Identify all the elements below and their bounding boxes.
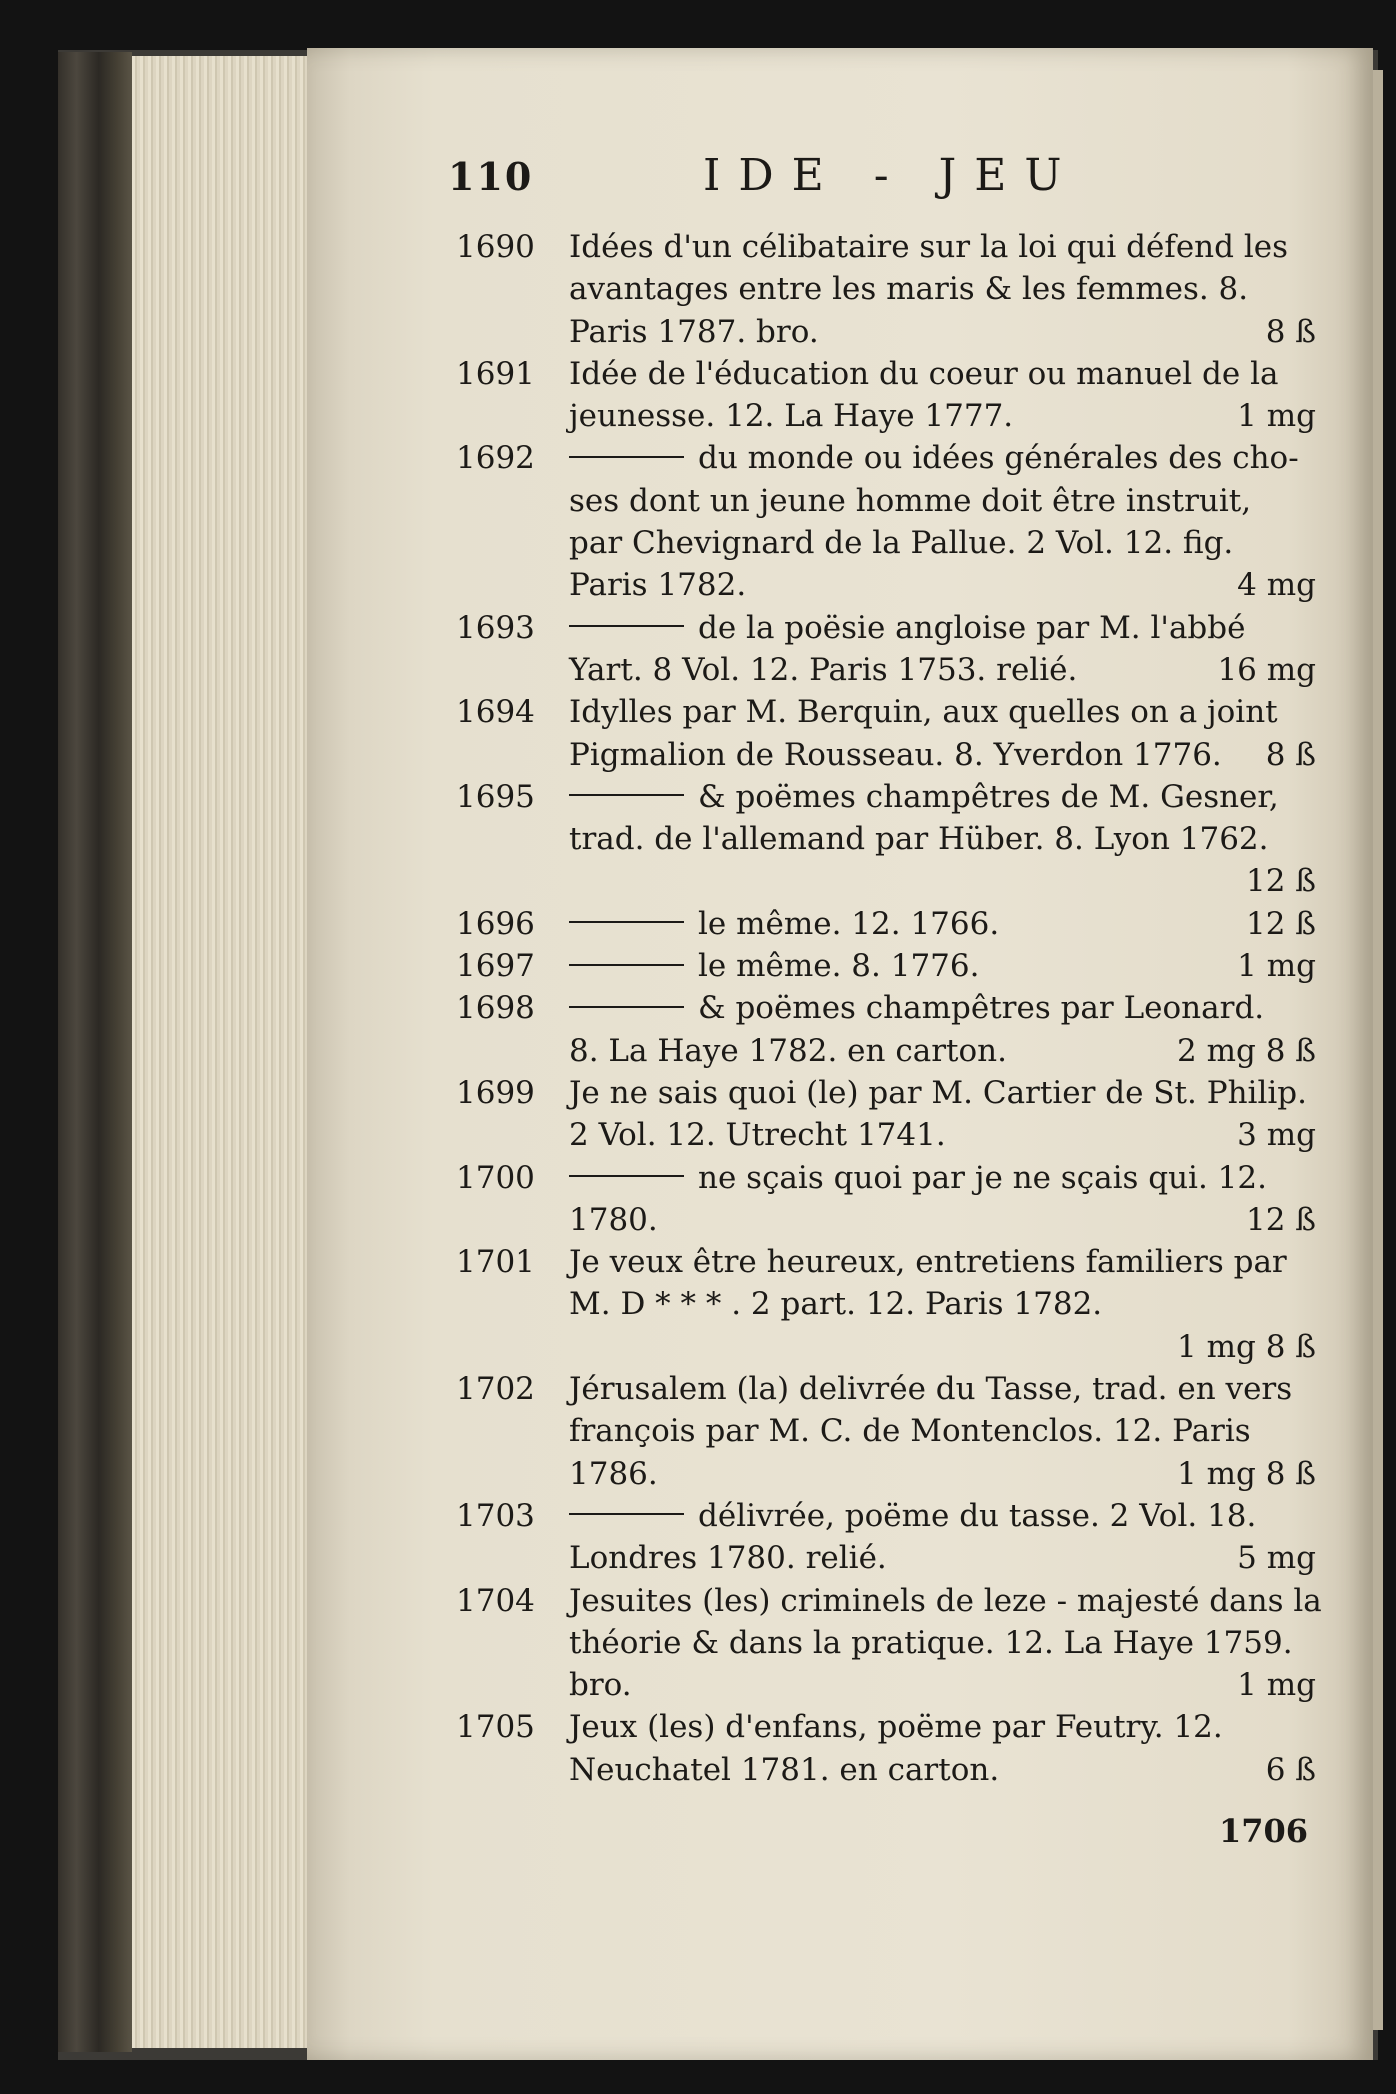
entry-number: 1699 — [456, 1074, 535, 1111]
entry-price: 1 mg 8 ß — [1177, 1455, 1316, 1492]
catalogue-entry — [456, 1580, 1322, 1707]
entry-line — [569, 395, 1316, 437]
book-spine — [58, 52, 132, 2052]
ditto-dash — [569, 964, 684, 966]
entry-text: Neuchatel 1781. en carton. — [569, 1751, 1000, 1788]
entry-number: 1691 — [456, 355, 535, 392]
catalogue-entry — [456, 987, 1316, 1072]
entry-text: Idées d'un célibataire sur la loi qui défend les — [569, 229, 1288, 265]
entry-price: 8 ß — [1265, 736, 1316, 773]
entry-line — [569, 437, 1316, 479]
catalogue-entry — [456, 1706, 1316, 1791]
entry-text: & poëmes champêtres par Leonard. — [698, 990, 1265, 1027]
entry-number: 1701 — [456, 1244, 535, 1281]
entry-text: le même. 8. 1776. — [698, 948, 980, 985]
page-number: 110 — [448, 154, 534, 199]
entry-line — [569, 1199, 1316, 1241]
ditto-dash — [569, 921, 684, 923]
entry-text: par Chevignard de la Pallue. 2 Vol. 12. fig. — [569, 525, 1234, 562]
entry-number: 1694 — [456, 694, 535, 731]
entry-line — [569, 1368, 1316, 1410]
running-head — [448, 150, 1308, 210]
entry-price: 12 ß — [1245, 1201, 1316, 1238]
entry-price: 1 mg — [1237, 1667, 1316, 1704]
entry-number: 1702 — [456, 1371, 535, 1408]
entry-price: 5 mg — [1237, 1540, 1316, 1577]
entry-text: françois par M. C. de Montenclos. 12. Paris — [569, 1413, 1251, 1450]
entry-text: jeunesse. 12. La Haye 1777. — [569, 398, 1014, 435]
catalogue-entry — [456, 1072, 1316, 1157]
entry-text: Pigmalion de Rousseau. 8. Yverdon 1776. — [569, 736, 1222, 773]
catalogue-entry — [456, 903, 1316, 945]
entry-price: 12 ß — [1245, 863, 1316, 900]
entry-line — [569, 691, 1316, 733]
ditto-dash — [569, 794, 684, 796]
entry-line — [569, 1283, 1316, 1325]
entry-text: Je veux être heureux, entretiens familiers par — [569, 1244, 1287, 1281]
entry-text: Idée de l'éducation du coeur ou manuel de la — [569, 355, 1279, 392]
entry-text: Paris 1782. — [569, 567, 747, 604]
entry-line — [569, 776, 1316, 818]
entry-line — [569, 268, 1316, 310]
catalogue-entry — [456, 607, 1316, 692]
entry-price: 4 mg — [1237, 567, 1316, 604]
entry-text: 1786. — [569, 1455, 658, 1492]
entry-text: Idylles par M. Berquin, aux quelles on a joint — [569, 694, 1278, 731]
entry-line — [569, 903, 1316, 945]
entry-price: 16 mg — [1217, 651, 1316, 688]
entry-line — [569, 226, 1316, 268]
entry-text: bro. — [569, 1667, 632, 1704]
catchword: 1706 — [1218, 1812, 1308, 1850]
entry-price: 1 mg 8 ß — [1177, 1328, 1316, 1365]
entry-text: avantages entre les maris & les femmes. 8. — [569, 271, 1249, 308]
entry-line — [569, 480, 1316, 522]
catalogue-entry — [456, 945, 1316, 987]
entry-price: 8 ß — [1265, 313, 1316, 350]
entry-line — [569, 1410, 1316, 1452]
entry-text: 2 Vol. 12. Utrecht 1741. — [569, 1117, 946, 1154]
entry-text: Jeux (les) d'enfans, poëme par Feutry. 12. — [569, 1709, 1223, 1746]
entry-number: 1695 — [456, 778, 535, 815]
catalogue-entry — [456, 226, 1316, 353]
entry-number: 1705 — [456, 1709, 535, 1746]
entry-line — [569, 649, 1316, 691]
entry-price: 2 mg 8 ß — [1177, 1032, 1316, 1069]
ditto-dash — [569, 625, 684, 627]
entry-text: Je ne sais quoi (le) par M. Cartier de St. Philip. — [569, 1074, 1307, 1111]
entry-line — [569, 734, 1316, 776]
entry-text: du monde ou idées générales des cho- — [698, 440, 1299, 477]
entry-price: 1 mg — [1237, 948, 1316, 985]
ditto-dash — [569, 1175, 684, 1177]
entry-number: 1696 — [456, 905, 535, 942]
entry-number: 1698 — [456, 990, 535, 1027]
entry-text: de la poësie angloise par M. l'abbé — [698, 609, 1246, 646]
entry-line — [569, 1537, 1316, 1579]
entry-price: 1 mg — [1237, 398, 1316, 435]
entry-line — [569, 522, 1316, 564]
entry-number: 1690 — [456, 229, 535, 265]
entry-line — [569, 1326, 1316, 1368]
entry-text: Jesuites (les) criminels de leze - majesté dans la — [569, 1582, 1322, 1619]
entry-line — [569, 1241, 1316, 1283]
entry-line — [569, 945, 1316, 987]
entry-text: trad. de l'allemand par Hüber. 8. Lyon 1762. — [569, 821, 1269, 858]
entry-number: 1704 — [456, 1582, 535, 1619]
entry-line — [569, 1495, 1316, 1537]
entry-number: 1700 — [456, 1159, 535, 1196]
entry-price: 3 mg — [1237, 1117, 1316, 1154]
catalogue-entry — [456, 1241, 1316, 1368]
entry-price: 12 ß — [1245, 905, 1316, 942]
entry-text: délivrée, poëme du tasse. 2 Vol. 18. — [698, 1497, 1257, 1534]
entry-line — [569, 1622, 1316, 1664]
entry-number: 1703 — [456, 1497, 535, 1534]
running-head-title: IDE - JEU — [703, 150, 1080, 201]
entry-line — [569, 1114, 1316, 1156]
entry-text: théorie & dans la pratique. 12. La Haye 1759. — [569, 1624, 1293, 1661]
entry-text: Jérusalem (la) delivrée du Tasse, trad. en vers — [569, 1371, 1293, 1408]
entry-line — [569, 987, 1316, 1029]
entry-line — [569, 564, 1316, 606]
entry-price: 6 ß — [1265, 1751, 1316, 1788]
ditto-dash — [569, 1006, 684, 1008]
catalogue-entry — [456, 776, 1316, 903]
entry-text: 8. La Haye 1782. en carton. — [569, 1032, 1007, 1069]
entry-text: & poëmes champêtres de M. Gesner, — [698, 778, 1279, 815]
entry-line — [569, 607, 1316, 649]
catalogue-entry — [456, 1495, 1316, 1580]
entry-number: 1697 — [456, 948, 535, 985]
catalogue-entry — [456, 437, 1316, 606]
entry-text: Yart. 8 Vol. 12. Paris 1753. relié. — [569, 651, 1078, 688]
catalogue-entry — [456, 353, 1316, 438]
entry-line — [569, 1749, 1316, 1791]
entry-text: Paris 1787. bro. — [569, 313, 819, 350]
entry-line — [569, 353, 1316, 395]
entry-line — [569, 1157, 1316, 1199]
entry-line — [569, 1030, 1316, 1072]
entry-line — [569, 1706, 1316, 1748]
catalogue-entries — [456, 226, 1322, 1791]
entry-number: 1693 — [456, 609, 535, 646]
ditto-dash — [569, 1513, 684, 1515]
entry-line — [569, 1072, 1316, 1114]
entry-line — [569, 1453, 1316, 1495]
entry-line — [569, 860, 1316, 902]
entry-text: 1780. — [569, 1201, 658, 1238]
entry-text: M. D * * * . 2 part. 12. Paris 1782. — [569, 1286, 1103, 1323]
entry-line — [569, 818, 1316, 860]
entry-text: ne sçais quoi par je ne sçais qui. 12. — [698, 1159, 1267, 1196]
entry-line — [569, 1664, 1316, 1706]
entry-text: ses dont un jeune homme doit être instruit, — [569, 482, 1252, 519]
entry-number: 1692 — [456, 440, 535, 477]
catalogue-entry — [456, 1157, 1316, 1242]
entry-line — [569, 311, 1316, 353]
catalogue-entry — [456, 691, 1316, 776]
catalogue-entry — [456, 1368, 1316, 1495]
entry-text: le même. 12. 1766. — [698, 905, 1000, 942]
page-gutter — [1373, 70, 1383, 2030]
ditto-dash — [569, 456, 684, 458]
entry-line — [569, 1580, 1322, 1622]
page-edges — [132, 56, 307, 2048]
entry-text: Londres 1780. relié. — [569, 1540, 887, 1577]
